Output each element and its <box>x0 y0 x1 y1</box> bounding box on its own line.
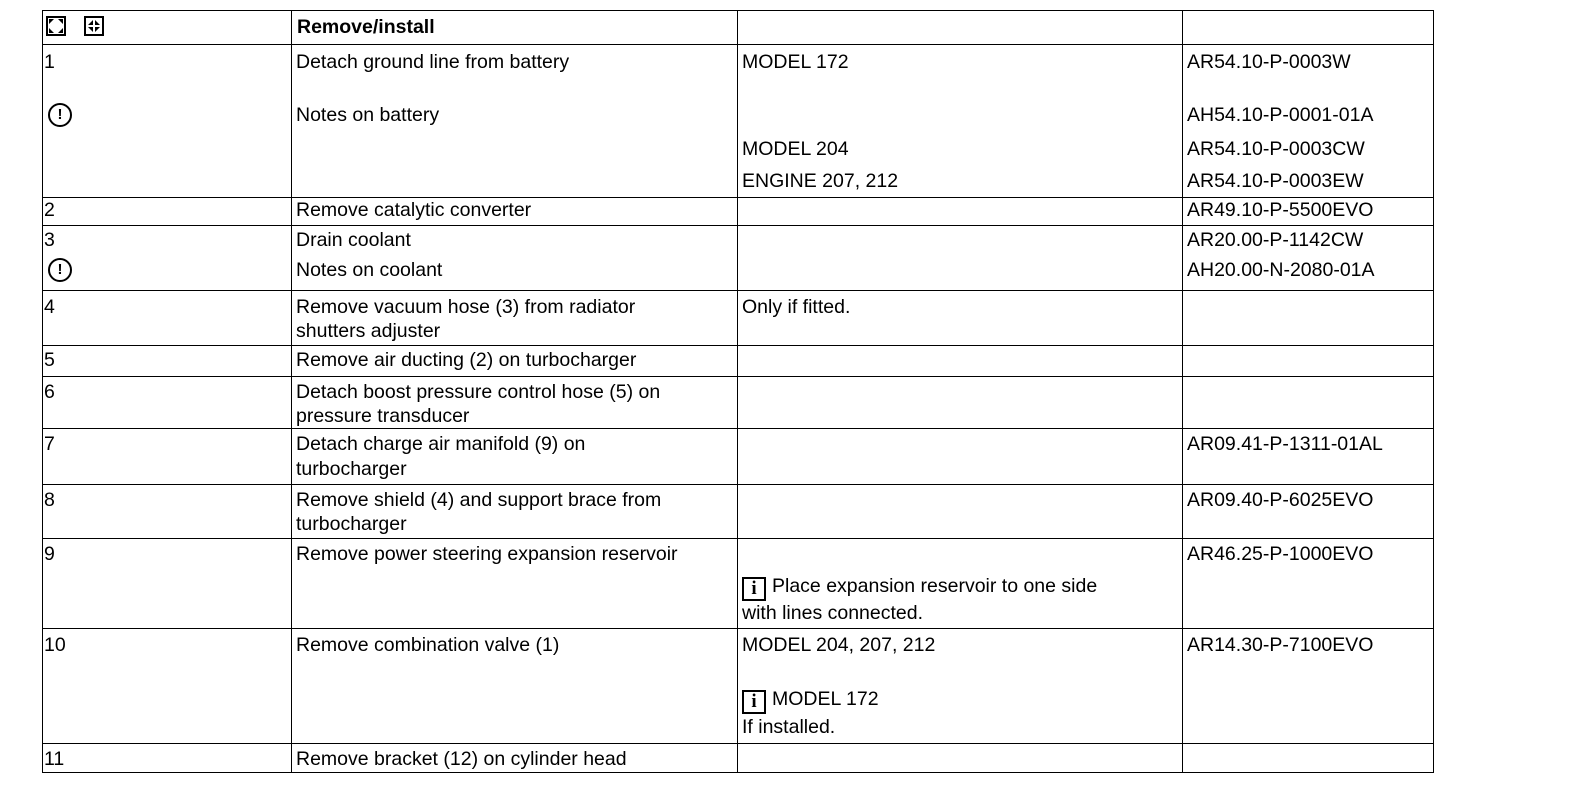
row-divider <box>42 10 1434 11</box>
reference-link[interactable]: AR14.30-P-7100EVO <box>1187 634 1374 656</box>
reference-link[interactable]: AR20.00-P-1142CW <box>1187 229 1364 251</box>
step-number: 7 <box>44 433 55 455</box>
collapse-all-icon[interactable] <box>84 16 104 36</box>
info-note <box>742 575 1097 601</box>
section-title: Remove/install <box>297 16 435 38</box>
step-number: 11 <box>44 748 65 770</box>
reference-link[interactable]: AR54.10-P-0003EW <box>1187 170 1364 192</box>
step-text: Remove catalytic converter <box>296 199 532 221</box>
row-divider <box>42 197 1434 198</box>
condition-text: If installed. <box>742 716 836 738</box>
step-text: Remove vacuum hose (3) from radiator <box>296 296 636 318</box>
row-divider <box>42 428 1434 429</box>
info-icon: i <box>742 690 766 714</box>
reference-link[interactable]: AH20.00-N-2080-01A <box>1187 259 1375 281</box>
step-number: 6 <box>44 381 55 403</box>
note-icon[interactable]: ! <box>48 258 72 282</box>
step-number: 1 <box>44 51 55 73</box>
condition-text: ENGINE 207, 212 <box>742 170 899 192</box>
step-number: 2 <box>44 199 55 221</box>
column-divider <box>42 10 43 773</box>
row-divider <box>42 743 1434 744</box>
row-divider <box>42 345 1434 346</box>
note-icon[interactable]: ! <box>48 103 72 127</box>
step-text: Remove combination valve (1) <box>296 634 560 656</box>
row-divider <box>42 772 1434 773</box>
step-text: Remove power steering expansion reservoir <box>296 543 678 565</box>
step-text: Detach ground line from battery <box>296 51 570 73</box>
step-text: Remove air ducting (2) on turbocharger <box>296 349 637 371</box>
reference-link[interactable]: AR54.10-P-0003W <box>1187 51 1351 73</box>
step-number: 4 <box>44 296 55 318</box>
condition-text: MODEL 204 <box>742 138 849 160</box>
step-number: 10 <box>44 634 66 656</box>
step-text: shutters adjuster <box>296 320 441 342</box>
step-text: Notes on battery <box>296 104 440 126</box>
reference-link[interactable]: AR09.41-P-1311-01AL <box>1187 433 1383 455</box>
step-number: 5 <box>44 349 55 371</box>
step-text: pressure transducer <box>296 405 470 427</box>
condition-text: Place expansion reservoir to one side <box>772 575 1098 597</box>
step-text: Remove shield (4) and support brace from <box>296 489 662 511</box>
reference-link[interactable]: AR54.10-P-0003CW <box>1187 138 1365 160</box>
row-divider <box>42 376 1434 377</box>
row-divider <box>42 628 1434 629</box>
condition-text: MODEL 172 <box>772 688 879 710</box>
condition-text: MODEL 172 <box>742 51 849 73</box>
condition-text: Only if fitted. <box>742 296 851 318</box>
row-divider <box>42 290 1434 291</box>
reference-link[interactable]: AH54.10-P-0001-01A <box>1187 104 1374 126</box>
reference-link[interactable]: AR49.10-P-5500EVO <box>1187 199 1374 221</box>
info-note <box>742 688 879 714</box>
row-divider <box>42 225 1434 226</box>
step-text: Detach boost pressure control hose (5) on <box>296 381 661 403</box>
row-divider <box>42 44 1434 45</box>
step-text: Detach charge air manifold (9) on <box>296 433 586 455</box>
row-divider <box>42 484 1434 485</box>
step-text: Remove bracket (12) on cylinder head <box>296 748 627 770</box>
expand-all-icon[interactable] <box>46 16 66 36</box>
reference-link[interactable]: AR46.25-P-1000EVO <box>1187 543 1374 565</box>
column-divider <box>737 10 738 773</box>
step-text: Notes on coolant <box>296 259 443 281</box>
row-divider <box>42 538 1434 539</box>
column-divider <box>1433 10 1434 773</box>
step-number: 9 <box>44 543 55 565</box>
condition-text: MODEL 204, 207, 212 <box>742 634 936 656</box>
info-icon: i <box>742 577 766 601</box>
step-number: 3 <box>44 229 55 251</box>
column-divider <box>1182 10 1183 773</box>
column-divider <box>291 10 292 773</box>
step-number: 8 <box>44 489 55 511</box>
step-text: Drain coolant <box>296 229 411 251</box>
step-text: turbocharger <box>296 458 407 480</box>
condition-text: with lines connected. <box>742 602 924 624</box>
step-text: turbocharger <box>296 513 407 535</box>
reference-link[interactable]: AR09.40-P-6025EVO <box>1187 489 1374 511</box>
